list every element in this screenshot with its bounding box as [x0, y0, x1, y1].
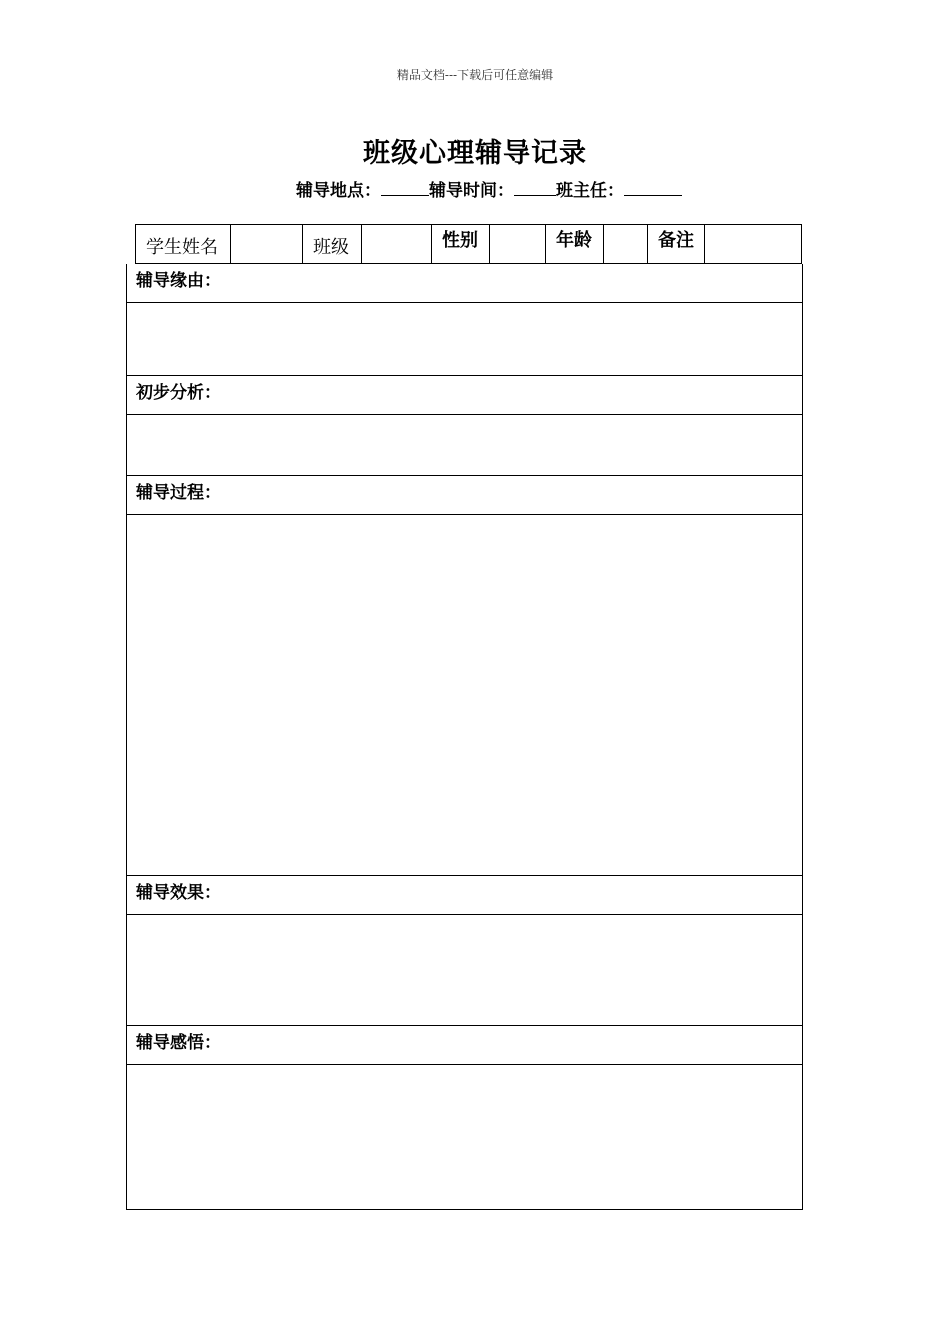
age-label-cell [546, 225, 604, 263]
gender-label-cell [432, 225, 490, 263]
process-label: 辅导过程： [136, 483, 221, 503]
effect-label: 辅导效果： [136, 883, 221, 903]
student-name-label-cell [136, 225, 231, 263]
time-blank[interactable] [514, 181, 556, 196]
reason-label: 辅导缘由： [136, 271, 221, 291]
analysis-label-row [126, 376, 803, 415]
place-blank[interactable] [381, 181, 429, 196]
meta-line [296, 176, 682, 201]
process-label-row [126, 476, 803, 515]
header-note: 精品文档---下载后可任意编辑 [396, 68, 554, 82]
student-name-value-cell[interactable] [231, 225, 303, 263]
effect-content-area[interactable] [126, 915, 803, 1026]
student-info-row [135, 224, 802, 264]
class-value-cell[interactable] [362, 225, 432, 263]
reason-label-row [126, 264, 803, 303]
place-label: 辅导地点： [296, 181, 381, 201]
gender-label: 性别 [442, 230, 478, 251]
reflection-label-row [126, 1026, 803, 1065]
reflection-label: 辅导感悟： [136, 1033, 221, 1053]
gender-value-cell[interactable] [490, 225, 546, 263]
remark-label-cell [648, 225, 705, 263]
analysis-content-area[interactable] [126, 415, 803, 476]
remark-label: 备注 [658, 230, 694, 251]
class-label-cell [303, 225, 362, 263]
reflection-content-area[interactable] [126, 1064, 803, 1210]
page-title: 班级心理辅导记录 [363, 138, 587, 169]
teacher-label: 班主任： [556, 181, 624, 201]
remark-value-cell[interactable] [705, 225, 801, 263]
process-content-area[interactable] [126, 515, 803, 876]
age-label: 年龄 [556, 230, 592, 251]
effect-label-row [126, 876, 803, 915]
student-name-label: 学生姓名 [146, 237, 218, 258]
teacher-blank[interactable] [624, 181, 682, 196]
age-value-cell[interactable] [604, 225, 648, 263]
reason-content-area[interactable] [126, 303, 803, 376]
time-label: 辅导时间： [429, 181, 514, 201]
analysis-label: 初步分析： [136, 383, 221, 403]
class-label: 班级 [313, 237, 349, 258]
